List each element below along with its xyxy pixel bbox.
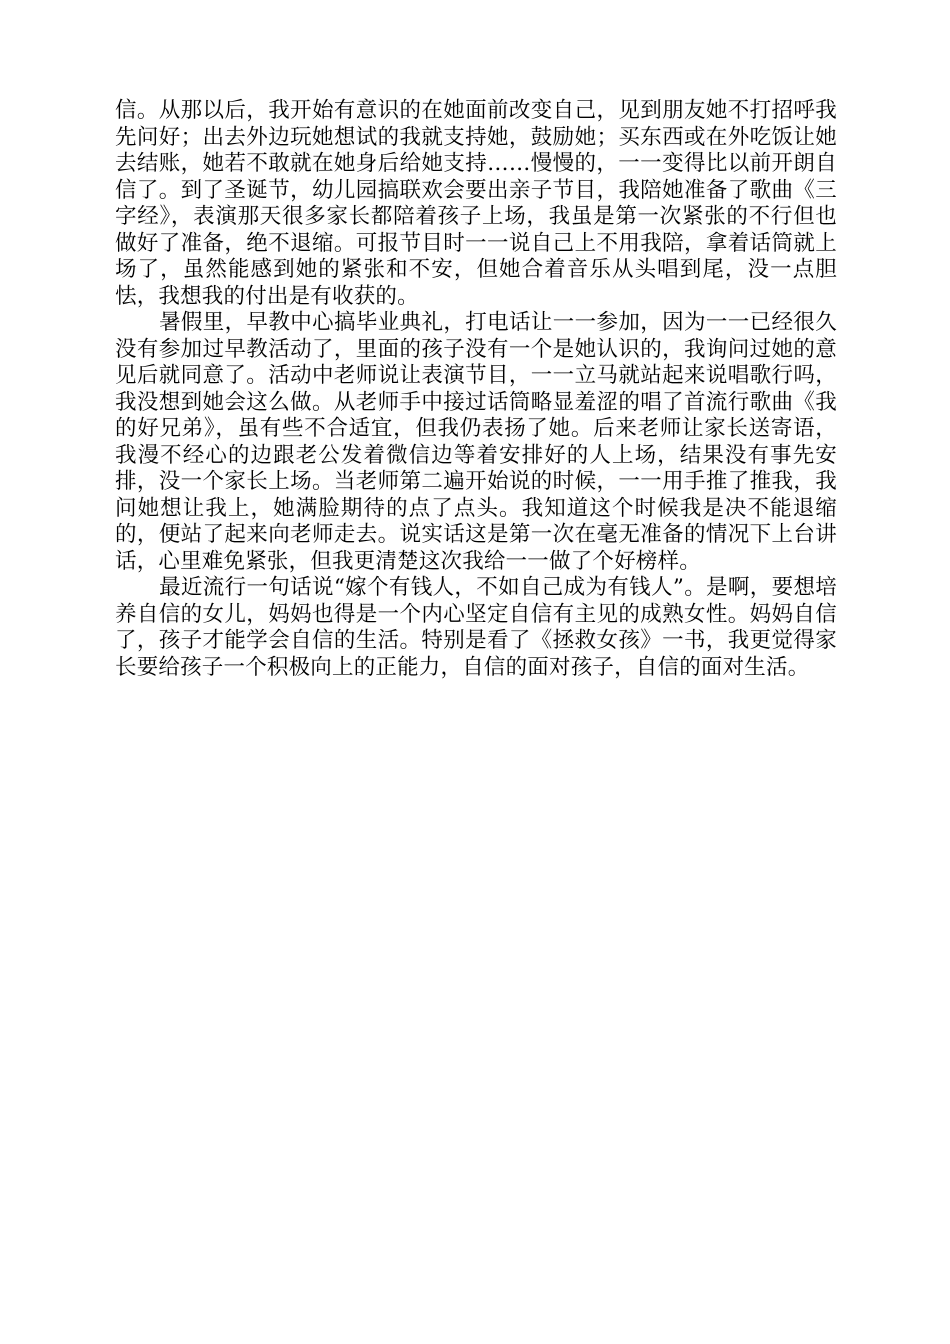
paragraph-3: 最近流行一句话说“嫁个有钱人，不如自己成为有钱人”。是啊，要想培养自信的女儿，妈妈也得是一个内心坚定自信有主见的成熟女性。妈妈自信了，孩子才能学会自信的生活。特别是看了《拯救女孩》一书，我更觉得家长要给孩子一个积极向上的正能力，自信的面对孩子，自信的面对生活。 [115,575,837,680]
paragraph-1: 信。从那以后，我开始有意识的在她面前改变自己，见到朋友她不打招呼我先问好；出去外边玩她想试的我就支持她，鼓励她；买东西或在外吃饭让她去结账，她若不敢就在她身后给她支持……慢慢的，一一变得比以前开朗自信了。到了圣诞节，幼儿园搞联欢会要出亲子节目，我陪她准备了歌曲《三字经》，表演那天很多家长都陪着孩子上场，我虽是第一次紧张的不行但也做好了准备，绝不退缩。可报节目时一一说自己上不用我陪，拿着话筒就上场了，虽然能感到她的紧张和不安，但她合着音乐从头唱到尾，没一点胆怯，我想我的付出是有收获的。 [115,98,837,309]
paragraph-2: 暑假里，早教中心搞毕业典礼，打电话让一一参加，因为一一已经很久没有参加过早教活动了，里面的孩子没有一个是她认识的，我询问过她的意见后就同意了。活动中老师说让表演节目，一一立马就站起来说唱歌行吗，我没想到她会这么做。从老师手中接过话筒略显羞涩的唱了首流行歌曲《我的好兄弟》，虽有些不合适宜，但我仍表扬了她。后来老师让家长送寄语，我漫不经心的边跟老公发着微信边等着安排好的人上场，结果没有事先安排，没一个家长上场。当老师第二遍开始说的时候，一一用手推了推我，我问她想让我上，她满脸期待的点了点头。我知道这个时候我是决不能退缩的，便站了起来向老师走去。说实话这是第一次在毫无准备的情况下上台讲话，心里难免紧张，但我更清楚这次我给一一做了个好榜样。 [115,310,837,574]
document-body [115,98,837,681]
